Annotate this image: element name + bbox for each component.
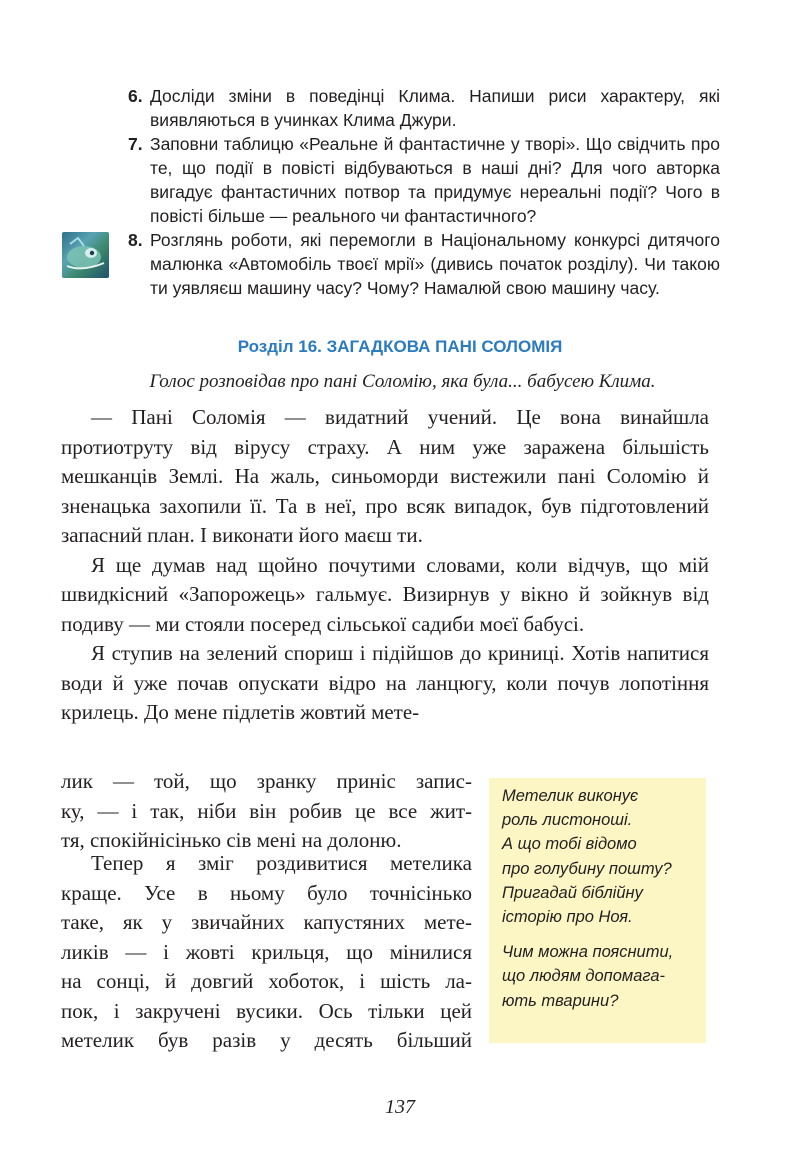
text-line: метелик був разів у десять більший (61, 1028, 472, 1052)
text-line: на сонці, й довгий хоботок, і шість ла- (61, 969, 472, 993)
note-line: про голубину пошту? (502, 859, 672, 878)
task-list (128, 84, 720, 300)
note-line: А що тобі відомо (502, 835, 637, 854)
narrow-paragraph-2 (61, 849, 472, 1056)
paragraph: Я ступив на зелений спориш і підійшов до криниці. Хотів напитися води й уже почав опускати відро на ланцюгу, коли почув лопотіння крилець. До мене підлетів жовтий мете- (61, 641, 709, 724)
text-line: таке, як у звичайних капустяних мете- (61, 910, 472, 934)
note-line: роль листоноші. (502, 811, 633, 830)
narrow-paragraph-1 (61, 767, 472, 856)
note-line: ють тварини? (502, 991, 619, 1010)
body-paragraphs (61, 403, 709, 728)
text-line: ликів — і жовті крильця, що мінилися (61, 939, 472, 964)
art-thumbnail-icon (62, 232, 109, 278)
task-8 (128, 228, 720, 300)
chapter-heading (0, 337, 800, 357)
page-number: 137 (385, 1096, 415, 1118)
task-number: 6. (128, 86, 143, 106)
task-text: Досліди зміни в поведінці Клима. Напиши риси характеру, які виявляються в учинках Клима Джури. (150, 86, 720, 130)
task-6 (128, 84, 720, 132)
note-line: історію про Ноя. (502, 908, 633, 927)
task-number: 7. (128, 134, 143, 154)
text-line: краще. Усе в ньому було точнісінько (61, 880, 472, 905)
chapter-title: ЗАГАДКОВА ПАНІ СОЛОМІЯ (326, 337, 563, 356)
paragraph: — Пані Соломія — видатний учений. Це вона винайшла протиотруту від вірусу страху. А ним уже заражена більшість мешканців Землі. На жаль, синьоморди вистежили пані Соломію й зненацька захопили її. Та в неї, про всяк випадок, був підготовлений запасний план. І виконати його маєш ти. (61, 405, 709, 547)
task-7 (128, 132, 720, 228)
note-line: Чим можна пояснити, (502, 943, 674, 962)
note-line: Пригадай біблійну (502, 883, 643, 902)
note-line: що людям допомага- (502, 967, 666, 986)
note-line: Метелик виконує (502, 787, 639, 805)
text-line: тя, спокійнісінько сів мені на долоню. (61, 828, 402, 852)
task-number: 8. (128, 230, 143, 250)
epigraph: Голос розповідав про пані Соломію, яка була... бабусею Клима. (149, 371, 656, 392)
text-line: ку, — і так, ніби він робив це все жит- (61, 798, 472, 823)
text-line: Тепер я зміг роздивитися метелика (91, 851, 472, 875)
chapter-number: Розділ 16. (237, 337, 322, 356)
paragraph: Я ще думав над щойно почутими словами, коли відчув, що мій швидкісний «Запорожець» гальмує. Визирнув у вікно й зойкнув від подиву — ми стояли посеред сільської садиби моєї бабусі. (61, 552, 709, 636)
margin-note (489, 778, 706, 1043)
text-line: пок, і закручені вусики. Ось тільки цей (61, 998, 472, 1023)
text-line: лик — той, що зранку приніс запис- (61, 769, 472, 793)
task-text: Заповни таблицю «Реальне й фантастичне у творі». Що свідчить про те, що події в повісті відбуваються в наші дні? Для чого авторка вигадує фантастичних потвор та придумує нереальні події? Чого в повісті більше — реального чи фантастичного? (150, 134, 720, 226)
task-text: Розглянь роботи, які перемогли в Національному конкурсі дитячого малюнка «Автомобіль твоєї мрії» (дивись початок розділу). Чи такою ти уявляєш машину часу? Чому? Намалюй свою машину часу. (150, 230, 720, 298)
